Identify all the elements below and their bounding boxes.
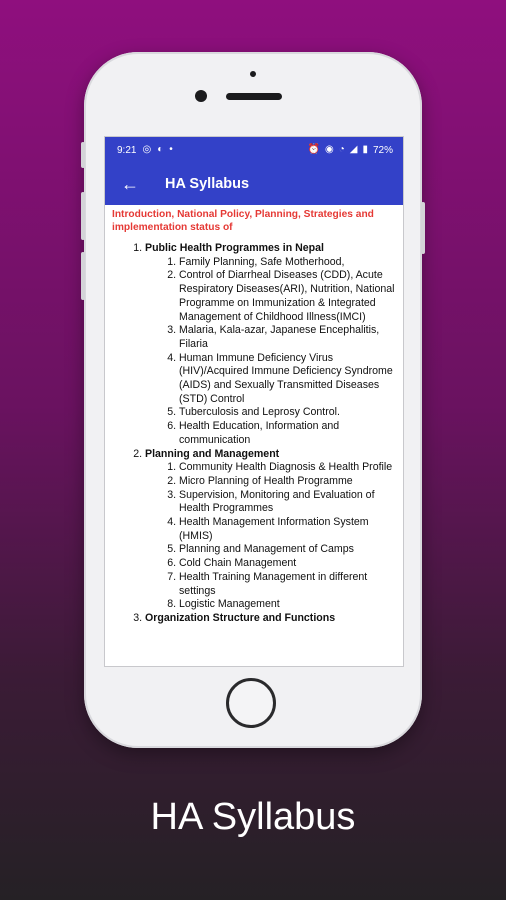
topic-item: 6. Health Education, Information and communication xyxy=(179,420,396,447)
wifi-icon: ◔ xyxy=(338,144,345,155)
section-title: Planning and Management xyxy=(145,447,280,460)
promo-caption: HA Syllabus xyxy=(150,796,356,838)
phone-screen xyxy=(104,136,404,667)
alarm-icon: ⏰ xyxy=(307,144,320,155)
syllabus-section xyxy=(145,242,396,448)
phone-mute-switch xyxy=(81,142,85,168)
topic-item: 1. Family Planning, Safe Motherhood, xyxy=(179,256,396,270)
more-notifications-icon: • xyxy=(169,144,173,155)
topic-list xyxy=(145,256,396,448)
status-bar xyxy=(105,137,403,163)
phone-frame xyxy=(84,52,422,748)
topic-item: 7. Health Training Management in different settings xyxy=(179,571,396,598)
syllabus-content[interactable] xyxy=(105,205,403,626)
app-bar xyxy=(105,163,403,205)
topic-item: 3. Malaria, Kala-azar, Japanese Encephalitis, Filaria xyxy=(179,324,396,351)
section-title: Public Health Programmes in Nepal xyxy=(145,242,324,254)
back-arrow-icon[interactable]: ← xyxy=(121,174,139,194)
topic-item: 1. Community Health Diagnosis & Health Profile xyxy=(179,461,396,475)
topic-item: 2. Micro Planning of Health Programme xyxy=(179,475,396,489)
topic-item: 6. Cold Chain Management xyxy=(179,557,396,571)
syllabus-section xyxy=(145,612,396,626)
status-time: 9:21 xyxy=(117,144,137,156)
battery-icon: ▮ xyxy=(362,144,368,155)
topic-item: 5. Tuberculosis and Leprosy Control. xyxy=(179,406,396,420)
phone-power-button xyxy=(421,202,425,254)
phone-speaker xyxy=(226,93,282,100)
section-list xyxy=(112,242,396,626)
eye-icon: ◉ xyxy=(324,144,334,155)
topic-item: 5. Planning and Management of Camps xyxy=(179,543,396,557)
topic-item: 4. Health Management Information System (HMIS) xyxy=(179,516,396,543)
intro-heading: Introduction, National Policy, Planning, Strategies and implementation status of xyxy=(112,209,374,233)
app-notification-icon: ◐ xyxy=(157,144,164,155)
section-title: Organization Structure and Functions xyxy=(145,611,336,624)
topic-list xyxy=(145,461,396,612)
battery-percent: 72% xyxy=(372,144,393,156)
phone-volume-down xyxy=(81,252,85,300)
signal-icon: ◢ xyxy=(349,144,358,155)
topic-item: 4. Human Immune Deficiency Virus (HIV)/Acquired Immune Deficiency Syndrome (AIDS) and Sexually Transmitted Diseases (STD) Control xyxy=(179,352,396,407)
topic-item: 3. Supervision, Monitoring and Evaluation of Health Programmes xyxy=(179,489,396,516)
home-button[interactable] xyxy=(226,678,276,728)
phone-camera xyxy=(195,90,207,102)
phone-volume-up xyxy=(81,192,85,240)
topic-item: 2. Control of Diarrheal Diseases (CDD), Acute Respiratory Diseases(ARI), Nutrition, National Programme on Immunization & Integrated Management of Childhood Illness(IMCI) xyxy=(179,269,396,324)
topic-item: 8. Logistic Management xyxy=(179,598,396,612)
syllabus-section xyxy=(145,448,396,612)
app-bar-title: HA Syllabus xyxy=(165,176,250,192)
phone-sensor xyxy=(250,71,256,77)
whatsapp-icon: ◎ xyxy=(142,144,152,155)
